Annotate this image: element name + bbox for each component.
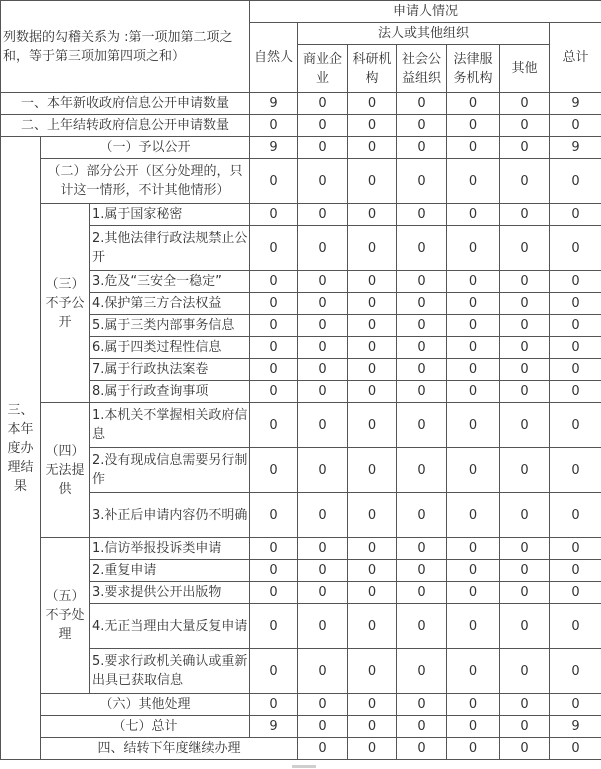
value-cell: 0: [500, 204, 550, 226]
value-cell: 0: [298, 381, 348, 403]
value-cell: 0: [348, 359, 397, 381]
table-row: [1, 359, 601, 381]
value-cell: 0: [348, 582, 397, 604]
row-label: （二）部分公开（区分处理的，只计这一情形，不计其他情形）: [41, 159, 250, 204]
table-row: [1, 115, 601, 137]
value-cell: 0: [500, 337, 550, 359]
value-cell: 0: [298, 694, 348, 716]
natural-person-header: 自然人: [250, 23, 298, 93]
row-label: （一）予以公开: [41, 137, 250, 159]
table-row: [1, 582, 601, 604]
value-cell: 0: [397, 115, 447, 137]
value-cell: 0: [348, 271, 397, 293]
value-cell: 0: [500, 293, 550, 315]
value-cell: 0: [550, 649, 601, 694]
row-label: （七）总计: [41, 716, 250, 738]
value-cell: 0: [250, 560, 298, 582]
value-cell: 9: [550, 93, 601, 115]
value-cell: 0: [550, 604, 601, 649]
value-cell: 0: [447, 649, 500, 694]
value-cell: 0: [298, 226, 348, 271]
value-cell: 0: [397, 604, 447, 649]
table-row: [1, 538, 601, 560]
value-cell: 0: [447, 538, 500, 560]
value-cell: 9: [250, 137, 298, 159]
row-label: （六）其他处理: [41, 694, 250, 716]
item-label: 5.属于三类内部事务信息: [90, 315, 250, 337]
value-cell: 0: [397, 448, 447, 493]
value-cell: 0: [397, 337, 447, 359]
value-cell: 0: [447, 738, 500, 760]
value-cell: 0: [397, 204, 447, 226]
value-cell: 0: [298, 448, 348, 493]
item-label: 4.保护第三方合法权益: [90, 293, 250, 315]
value-cell: 0: [447, 226, 500, 271]
value-cell: 0: [298, 271, 348, 293]
table-row: [1, 716, 601, 738]
value-cell: 0: [500, 560, 550, 582]
value-cell: 0: [550, 159, 601, 204]
value-cell: 0: [250, 226, 298, 271]
item-label: 1.信访举报投诉类申请: [90, 538, 250, 560]
corner-note-cell: 列数据的勾稽关系为 :第一项加第二项之和，等于第三项加第四项之和）: [1, 1, 250, 93]
value-cell: 0: [348, 226, 397, 271]
value-cell: 0: [500, 226, 550, 271]
value-cell: 0: [550, 315, 601, 337]
value-cell: 0: [250, 604, 298, 649]
value-cell: 0: [447, 271, 500, 293]
value-cell: 0: [500, 137, 550, 159]
value-cell: 0: [397, 293, 447, 315]
value-cell: 0: [447, 137, 500, 159]
table-row: [1, 159, 601, 204]
value-cell: 0: [447, 204, 500, 226]
value-cell: 0: [298, 604, 348, 649]
value-cell: 0: [348, 493, 397, 538]
value-cell: 0: [500, 315, 550, 337]
value-cell: 0: [348, 403, 397, 448]
value-cell: 0: [500, 694, 550, 716]
item-label: 8.属于行政查询事项: [90, 381, 250, 403]
item-label: 2.重复申请: [90, 560, 250, 582]
value-cell: 0: [298, 538, 348, 560]
value-cell: 0: [298, 315, 348, 337]
value-cell: 0: [447, 716, 500, 738]
value-cell: 0: [397, 359, 447, 381]
item-label: 2.没有现成信息需要另行制作: [90, 448, 250, 493]
table-row: [1, 226, 601, 271]
value-cell: 0: [298, 716, 348, 738]
value-cell: 0: [447, 93, 500, 115]
value-cell: 0: [500, 493, 550, 538]
value-cell: 0: [550, 403, 601, 448]
value-cell: 0: [348, 538, 397, 560]
table-row: [1, 293, 601, 315]
item-label: 1.本机关不掌握相关政府信息: [90, 403, 250, 448]
value-cell: 0: [348, 694, 397, 716]
value-cell: 0: [550, 337, 601, 359]
item-label: 2.其他法律行政法规禁止公开: [90, 226, 250, 271]
value-cell: 0: [500, 716, 550, 738]
table-row: [1, 649, 601, 694]
value-cell: 0: [500, 604, 550, 649]
value-cell: 0: [298, 738, 348, 760]
value-cell: 0: [500, 738, 550, 760]
value-cell: 0: [250, 337, 298, 359]
value-cell: 0: [348, 448, 397, 493]
value-cell: 0: [447, 315, 500, 337]
value-cell: 0: [500, 271, 550, 293]
item-label: 3.补正后申请内容仍不明确: [90, 493, 250, 538]
section-label: 三、本年度办理结果: [1, 137, 41, 760]
value-cell: 0: [348, 115, 397, 137]
value-cell: 0: [348, 604, 397, 649]
value-cell: 0: [500, 159, 550, 204]
value-cell: 0: [298, 337, 348, 359]
value-cell: 9: [550, 137, 601, 159]
research-header: 科研机构: [348, 45, 397, 93]
value-cell: 0: [447, 694, 500, 716]
value-cell: 0: [500, 403, 550, 448]
value-cell: 0: [500, 582, 550, 604]
value-cell: 0: [250, 493, 298, 538]
row-label: 二、上年结转政府信息公开申请数量: [1, 115, 250, 137]
value-cell: 0: [250, 403, 298, 448]
value-cell: 0: [348, 738, 397, 760]
value-cell: 0: [550, 204, 601, 226]
legal-service-header: 法律服务机构: [447, 45, 500, 93]
value-cell: 0: [550, 381, 601, 403]
value-cell: 0: [298, 93, 348, 115]
item-label: 7.属于行政执法案卷: [90, 359, 250, 381]
value-cell: 0: [550, 738, 601, 760]
item-label: 3.危及“三安全一稳定”: [90, 271, 250, 293]
value-cell: 0: [348, 137, 397, 159]
value-cell: 0: [298, 493, 348, 538]
value-cell: 0: [348, 204, 397, 226]
value-cell: 0: [250, 381, 298, 403]
legal-group-header: 法人或其他组织: [298, 23, 550, 45]
table-row: [1, 448, 601, 493]
table-row: [1, 694, 601, 716]
value-cell: 0: [447, 359, 500, 381]
value-cell: 0: [550, 493, 601, 538]
table-row: [1, 271, 601, 293]
value-cell: 0: [550, 115, 601, 137]
value-cell: 0: [348, 649, 397, 694]
value-cell: 0: [250, 694, 298, 716]
table-row: [1, 560, 601, 582]
value-cell: 0: [348, 293, 397, 315]
value-cell: 0: [500, 93, 550, 115]
value-cell: 0: [447, 560, 500, 582]
value-cell: 0: [397, 694, 447, 716]
value-cell: 0: [298, 582, 348, 604]
value-cell: 0: [500, 538, 550, 560]
table-row: [1, 381, 601, 403]
social-header: 社会公益组织: [397, 45, 447, 93]
value-cell: 0: [550, 582, 601, 604]
value-cell: 0: [447, 403, 500, 448]
table-row: [1, 738, 601, 760]
value-cell: 0: [298, 204, 348, 226]
value-cell: 0: [500, 359, 550, 381]
row-label: 一、本年新收政府信息公开申请数量: [1, 93, 250, 115]
value-cell: 0: [397, 538, 447, 560]
value-cell: 0: [250, 359, 298, 381]
value-cell: 0: [550, 226, 601, 271]
value-cell: 0: [447, 381, 500, 403]
value-cell: 0: [348, 159, 397, 204]
scrollbar-thumb[interactable]: [292, 765, 316, 768]
table-row: [1, 604, 601, 649]
value-cell: 0: [348, 337, 397, 359]
table-row: [1, 337, 601, 359]
value-cell: 0: [250, 649, 298, 694]
table-row: [1, 93, 601, 115]
item-label: 4.无正当理由大量反复申请: [90, 604, 250, 649]
value-cell: 0: [250, 538, 298, 560]
value-cell: 0: [298, 649, 348, 694]
value-cell: 0: [447, 493, 500, 538]
value-cell: 0: [348, 560, 397, 582]
value-cell: 0: [550, 448, 601, 493]
value-cell: 9: [250, 93, 298, 115]
value-cell: 0: [250, 204, 298, 226]
value-cell: 0: [550, 359, 601, 381]
value-cell: 0: [348, 315, 397, 337]
value-cell: 0: [397, 93, 447, 115]
value-cell: 0: [550, 694, 601, 716]
value-cell: 0: [250, 448, 298, 493]
value-cell: 0: [250, 159, 298, 204]
total-header: 总计: [550, 23, 601, 93]
item-label: 5.要求行政机关确认或重新出具已获取信息: [90, 649, 250, 694]
value-cell: 9: [250, 716, 298, 738]
item-label: 3.要求提供公开出版物: [90, 582, 250, 604]
value-cell: 0: [550, 293, 601, 315]
value-cell: 0: [397, 738, 447, 760]
other-header: 其他: [500, 45, 550, 93]
value-cell: 0: [397, 315, 447, 337]
value-cell: 0: [298, 359, 348, 381]
value-cell: 0: [550, 271, 601, 293]
value-cell: 0: [397, 716, 447, 738]
table-row: [1, 315, 601, 337]
table-row: [1, 137, 601, 159]
value-cell: 0: [550, 538, 601, 560]
value-cell: 0: [500, 649, 550, 694]
table-row: [1, 403, 601, 448]
value-cell: 0: [348, 93, 397, 115]
value-cell: 0: [447, 448, 500, 493]
value-cell: 0: [250, 115, 298, 137]
value-cell: 0: [298, 159, 348, 204]
value-cell: 0: [250, 582, 298, 604]
value-cell: 9: [550, 716, 601, 738]
value-cell: 0: [298, 403, 348, 448]
table-row: [1, 493, 601, 538]
group-label: （四）无法提供: [41, 403, 90, 538]
value-cell: 0: [447, 115, 500, 137]
value-cell: 0: [298, 137, 348, 159]
group-label: （三）不予公开: [41, 204, 90, 403]
value-cell: 0: [250, 271, 298, 293]
value-cell: 0: [348, 716, 397, 738]
value-cell: 0: [397, 226, 447, 271]
item-label: 1.属于国家秘密: [90, 204, 250, 226]
value-cell: 0: [250, 293, 298, 315]
value-cell: 0: [500, 115, 550, 137]
table-row: [1, 204, 601, 226]
value-cell: 0: [348, 381, 397, 403]
value-cell: 0: [447, 337, 500, 359]
value-cell: 0: [397, 381, 447, 403]
value-cell: 0: [500, 448, 550, 493]
value-cell: 0: [397, 560, 447, 582]
value-cell: 0: [397, 403, 447, 448]
value-cell: 0: [447, 293, 500, 315]
value-cell: 0: [447, 582, 500, 604]
item-label: 6.属于四类过程性信息: [90, 337, 250, 359]
group-label: （五）不予处理: [41, 538, 90, 694]
value-cell: 0: [397, 271, 447, 293]
value-cell: 0: [298, 560, 348, 582]
value-cell: 0: [397, 582, 447, 604]
applicant-status-header: 申请人情况: [250, 1, 601, 23]
value-cell: 0: [397, 493, 447, 538]
value-cell: 0: [447, 604, 500, 649]
value-cell: 0: [447, 159, 500, 204]
value-cell: 0: [500, 381, 550, 403]
value-cell: 0: [397, 649, 447, 694]
value-cell: 0: [397, 137, 447, 159]
commercial-header: 商业企业: [298, 45, 348, 93]
value-cell: 0: [397, 159, 447, 204]
row-label: 四、结转下年度继续办理: [41, 738, 298, 760]
value-cell: 0: [250, 315, 298, 337]
value-cell: 0: [298, 115, 348, 137]
value-cell: 0: [298, 293, 348, 315]
value-cell: 0: [550, 560, 601, 582]
